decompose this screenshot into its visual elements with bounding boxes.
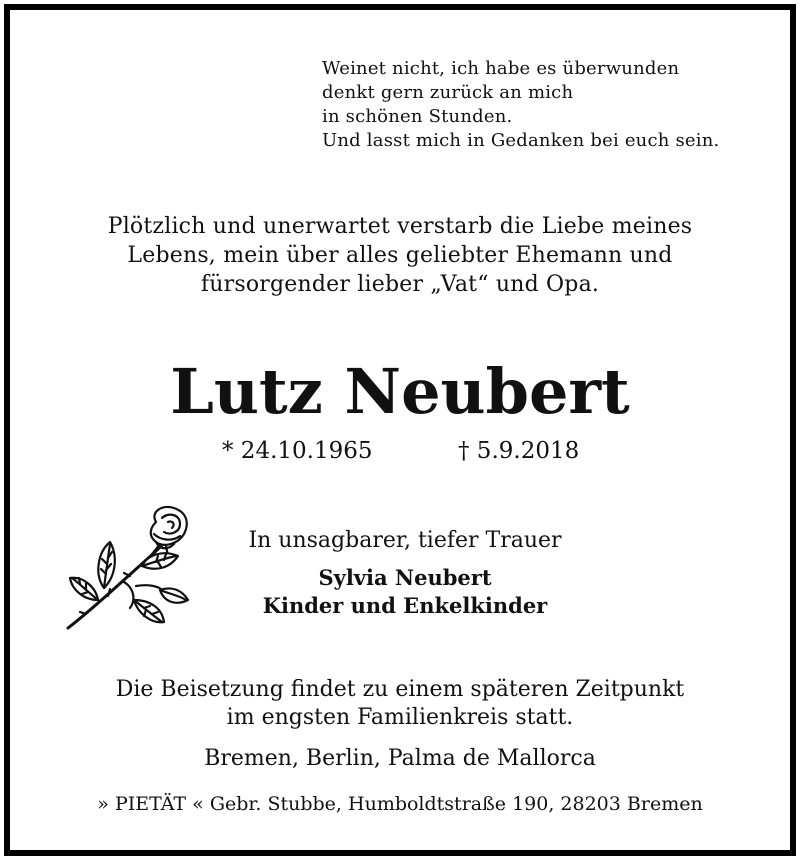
death-date: † 5.9.2018: [458, 438, 580, 464]
poem-line: in schönen Stunden.: [322, 106, 513, 127]
funeral-notice: [10, 676, 790, 732]
poem: [322, 57, 719, 153]
deceased-name: Lutz Neubert: [170, 355, 630, 428]
intro-line: Plötzlich und unerwartet verstarb die Liebe meines: [107, 214, 693, 239]
intro-line: Lebens, mein über alles geliebter Ehemann und: [127, 243, 673, 268]
poem-line: denkt gern zurück an mich: [322, 82, 574, 103]
mourning-line: In unsagbarer, tiefer Trauer: [248, 528, 562, 553]
places-line: Bremen, Berlin, Palma de Mallorca: [204, 746, 596, 771]
funeral-line: Die Beisetzung findet zu einem späteren Zeitpunkt: [115, 677, 685, 702]
undertaker-line: » PIETÄT « Gebr. Stubbe, Humboldtstraße 190, 28203 Bremen: [97, 793, 703, 815]
rose-icon: [64, 504, 194, 634]
poem-line: Weinet nicht, ich habe es überwunden: [322, 58, 680, 79]
poem-line: Und lasst mich in Gedanken bei euch sein.: [322, 130, 720, 151]
mourner-name: Sylvia Neubert: [318, 565, 492, 590]
intro-text: [10, 212, 790, 299]
funeral-line: im engsten Familienkreis statt.: [226, 705, 574, 730]
mourner-family: Kinder und Enkelkinder: [262, 593, 548, 618]
birth-date: * 24.10.1965: [222, 438, 373, 464]
intro-line: fürsorgender lieber „Vat“ und Opa.: [200, 272, 600, 297]
obituary-notice: [4, 4, 796, 856]
